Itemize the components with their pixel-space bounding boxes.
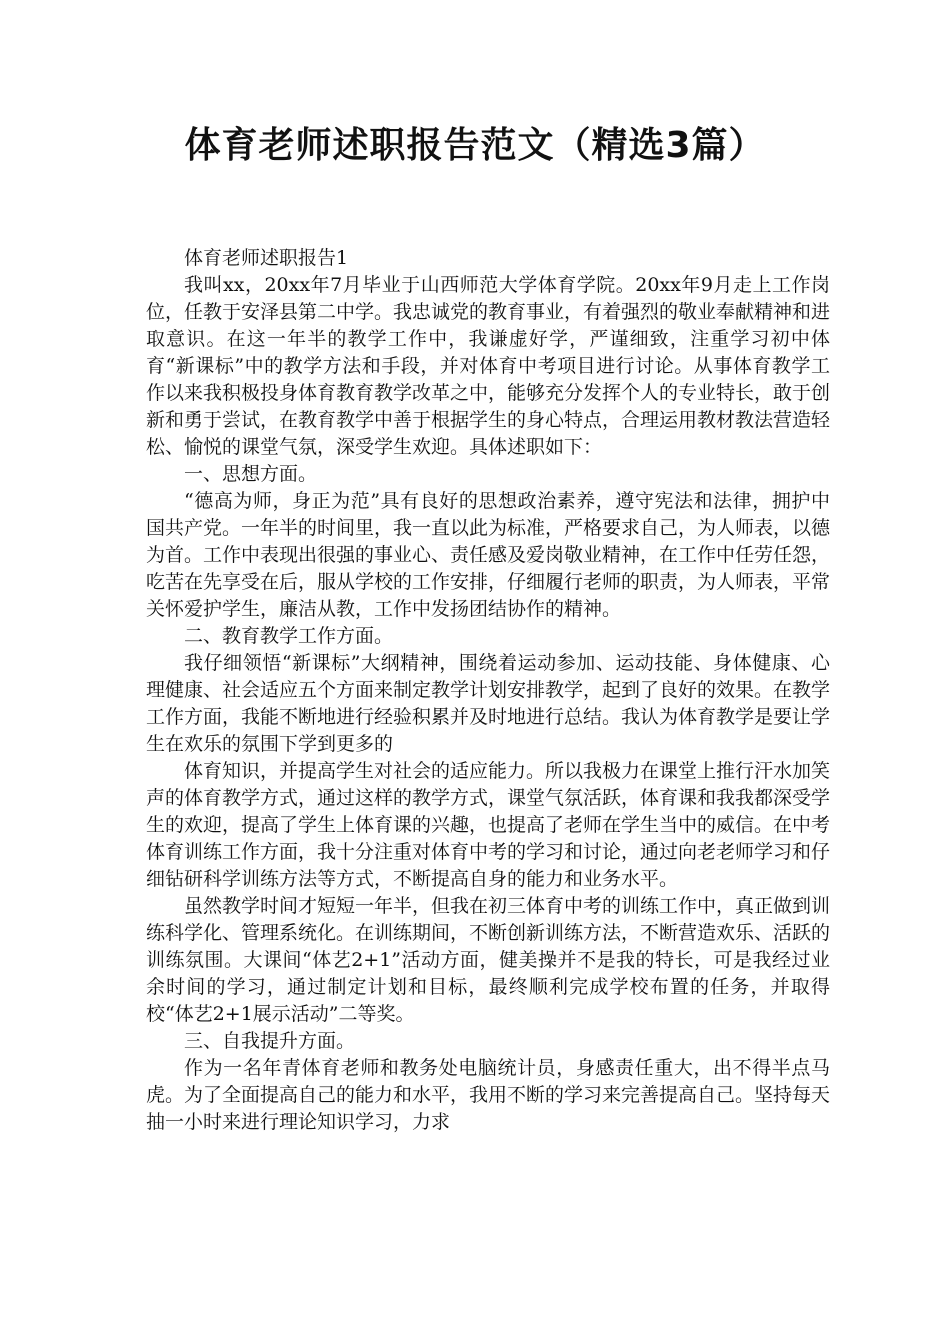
document-title: 体育老师述职报告范文（精选3篇） <box>184 125 766 166</box>
body-paragraph: “德高为师，身正为范”具有良好的思想政治素养，遵守宪法和法律，拥护中国共产党。一年半的时间里，我一直以此为标准，严格要求自己，为人师表，以德为首。工作中表现出很强的事业心、责任感及爱岗敬业精神，在工作中任劳任怨，吃苦在先享受在后，服从学校的工作安排，仔细履行老师的职责，为人师表，平常关怀爱护学生，廉洁从教，工作中发扬团结协作的精神。 <box>146 490 831 620</box>
body-paragraph: 体育知识，并提高学生对社会的适应能力。所以我极力在课堂上推行汗水加笑声的体育教学方式，通过这样的教学方式，课堂气氛活跃，体育课和我我都深受学生的欢迎，提高了学生上体育课的兴趣，也提高了老师在学生当中的威信。在中考体育训练工作方面，我十分注重对体育中考的学习和讨论，通过向老老师学习和仔细钻研科学训练方法等方式，不断提高自身的能力和业务水平。 <box>146 760 831 890</box>
section-heading: 二、教育教学工作方面。 <box>184 625 394 647</box>
body-paragraph: 我叫xx，20xx年7月毕业于山西师范大学体育学院。20xx年9月走上工作岗位，任教于安泽县第二中学。我忠诚党的教育事业，有着强烈的敬业奉献精神和进取意识。在这一年半的教学工作中，我谦虚好学，严谨细致，注重学习初中体育“新课标”中的教学方法和手段，并对体育中考项目进行讨论。从事体育教学工作以来我积极投身体育教育教学改革之中，能够充分发挥个人的专业特长，敢于创新和勇于尝试，在教育教学中善于根据学生的身心特点，合理运用教材教法营造轻松、愉悦的课堂气氛，深受学生欢迎。具体述职如下： <box>146 274 831 458</box>
body-paragraph: 作为一名年青体育老师和教务处电脑统计员，身感责任重大，出不得半点马虎。为了全面提高自己的能力和水平，我用不断的学习来完善提高自己。坚持每天抽一小时来进行理论知识学习，力求 <box>146 1057 831 1133</box>
document-body <box>146 245 830 1136</box>
section-heading: 体育老师述职报告1 <box>184 247 349 269</box>
section-heading: 一、思想方面。 <box>184 463 318 485</box>
body-paragraph: 我仔细领悟“新课标”大纲精神，围绕着运动参加、运动技能、身体健康、心理健康、社会适应五个方面来制定教学计划安排教学，起到了良好的效果。在教学工作方面，我能不断地进行经验积累并及时地进行总结。我认为体育教学是要让学生在欢乐的氛围下学到更多的 <box>146 652 831 755</box>
body-paragraph: 虽然教学时间才短短一年半，但我在初三体育中考的训练工作中，真正做到训练科学化、管理系统化。在训练期间，不断创新训练方法，不断营造欢乐、活跃的训练氛围。大课间“体艺2+1”活动方面，健美操并不是我的特长，可是我经过业余时间的学习，通过制定计划和目标，最终顺利完成学校布置的任务，并取得校“体艺2+1展示活动”二等奖。 <box>146 895 831 1025</box>
section-heading: 三、自我提升方面。 <box>184 1030 356 1052</box>
